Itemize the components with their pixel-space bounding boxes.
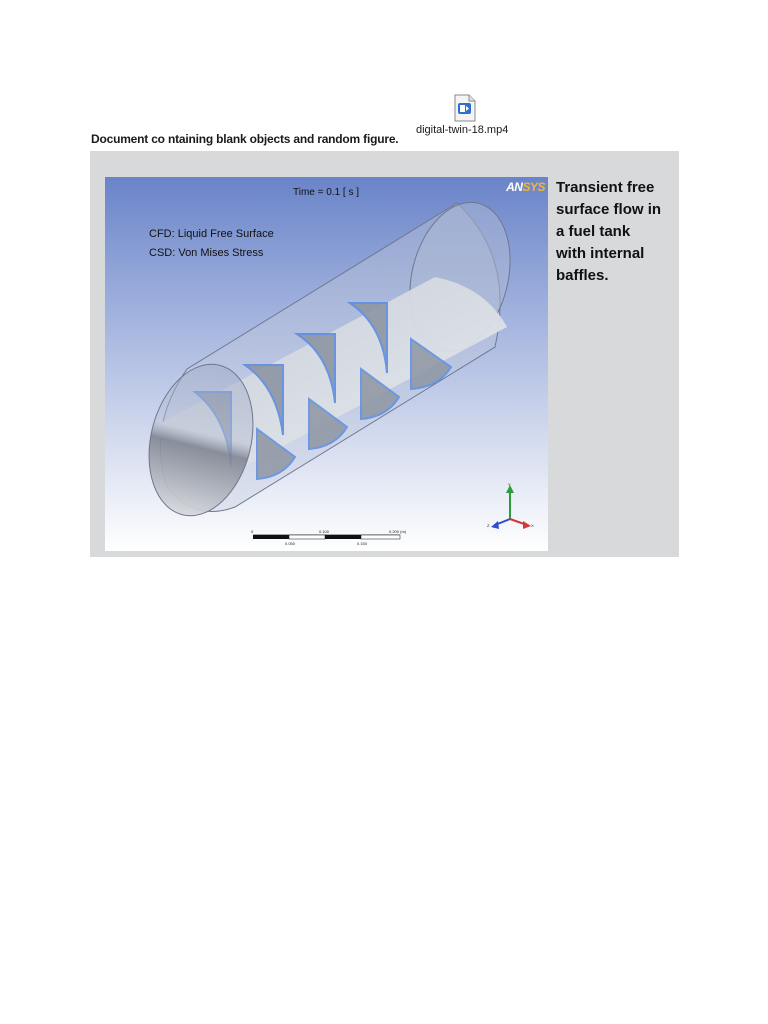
axis-triad-icon [491, 485, 531, 529]
scale-bar [253, 535, 400, 539]
file-name[interactable]: digital-twin-18.mp4 [416, 124, 509, 136]
brand-suffix: SYS [522, 180, 545, 194]
legend-cfd: CFD: Liquid Free Surface [149, 228, 274, 240]
axis-label-x: X [531, 523, 534, 528]
document-caption: Document co ntaining blank objects and random figure. [91, 132, 399, 146]
scale-label: 0.100 [319, 529, 330, 534]
figure-panel [90, 151, 679, 557]
video-file-icon[interactable] [454, 94, 476, 122]
file-attachment[interactable] [410, 94, 530, 142]
brand-prefix: AN [506, 180, 523, 194]
brand-logo [506, 180, 545, 194]
simulation-image [105, 177, 548, 551]
scale-label: 0.050 [285, 541, 296, 546]
side-caption-line: baffles. [556, 267, 609, 284]
time-label: Time = 0.1 [ s ] [293, 187, 360, 198]
scale-label: 0.200 (m) [389, 529, 407, 534]
side-caption-line: Transient free [556, 179, 655, 196]
scale-label: 0.150 [357, 541, 368, 546]
side-caption-line: a fuel tank [556, 223, 631, 240]
scale-label: 0 [251, 529, 254, 534]
axis-label-y: Y [508, 482, 511, 487]
side-caption-line: surface flow in [556, 201, 662, 218]
side-caption [556, 177, 676, 287]
side-caption-line: with internal [556, 245, 645, 262]
legend-csd: CSD: Von Mises Stress [149, 247, 264, 259]
axis-label-z: Z [487, 523, 490, 528]
